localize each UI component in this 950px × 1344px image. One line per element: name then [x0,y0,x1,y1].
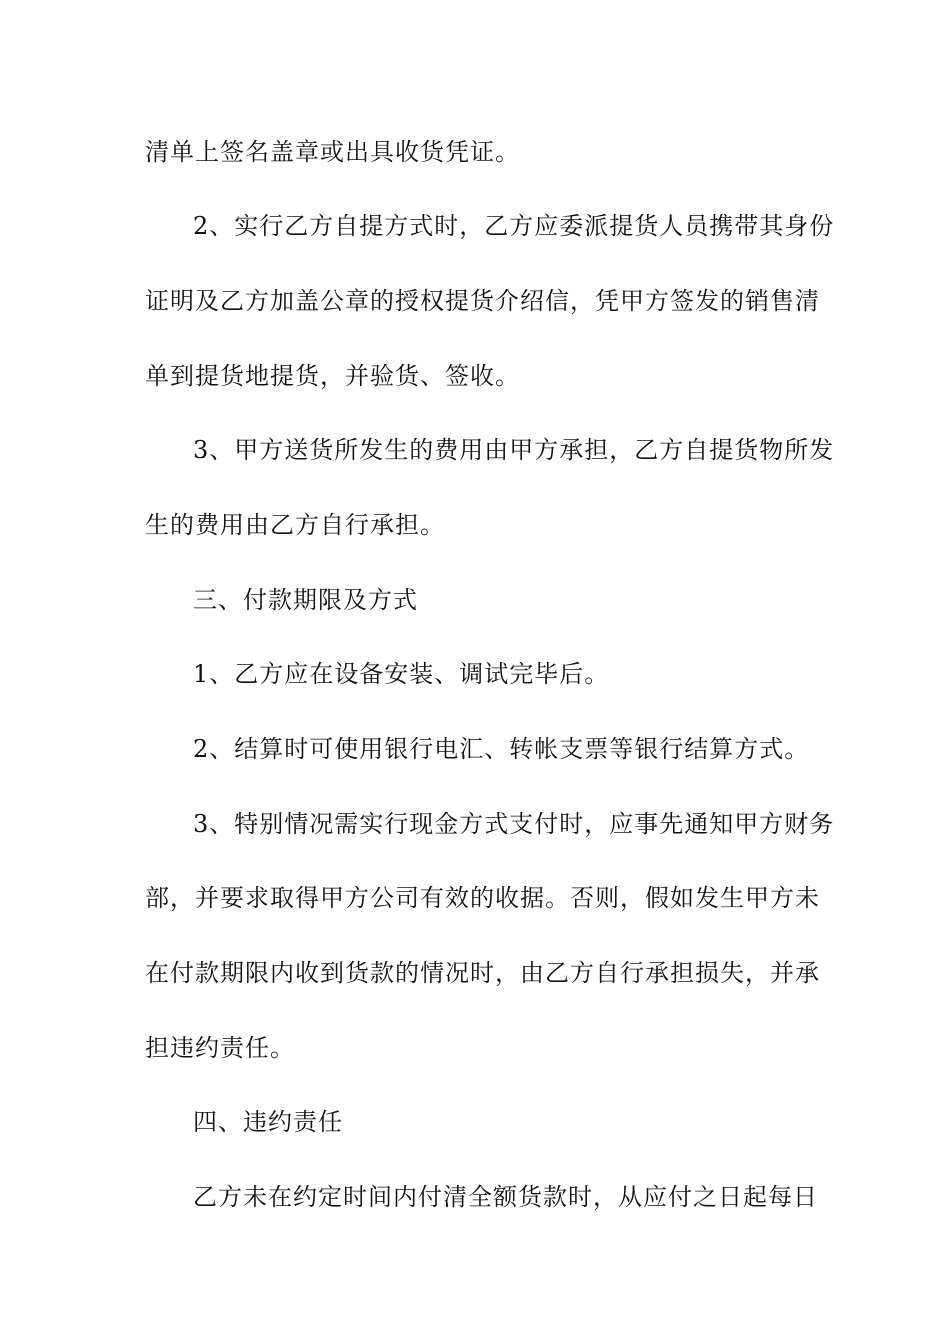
text-line-11: 部，并要求取得甲方公司有效的收据。否则，假如发生甲方未 [145,884,820,912]
text-line-8: 1、乙方应在设备安装、调试完毕后。 [193,660,610,688]
text-line-5: 3、甲方送货所发生的费用由甲方承担，乙方自提货物所发 [193,436,835,464]
text-line-3: 证明及乙方加盖公章的授权提货介绍信，凭甲方签发的销售清 [145,287,820,315]
text-line-6: 生的费用由乙方自行承担。 [145,511,445,539]
text-line-4: 单到提货地提货，并验货、签收。 [145,362,520,390]
text-line-9: 2、结算时可使用银行电汇、转帐支票等银行结算方式。 [193,735,810,763]
text-line-10: 3、特别情况需实行现金方式支付时，应事先通知甲方财务 [193,810,835,838]
section-heading-3: 三、付款期限及方式 [193,586,418,614]
text-line-12: 在付款期限内收到货款的情况时，由乙方自行承担损失，并承 [145,959,820,987]
text-line-13: 担违约责任。 [145,1034,295,1062]
section-heading-4: 四、违约责任 [193,1108,343,1136]
text-line-1: 清单上签名盖章或出具收货凭证。 [145,138,520,166]
text-line-15: 乙方未在约定时间内付清全额货款时，从应付之日起每日 [193,1183,818,1211]
text-line-2: 2、实行乙方自提方式时，乙方应委派提货人员携带其身份 [193,212,835,240]
